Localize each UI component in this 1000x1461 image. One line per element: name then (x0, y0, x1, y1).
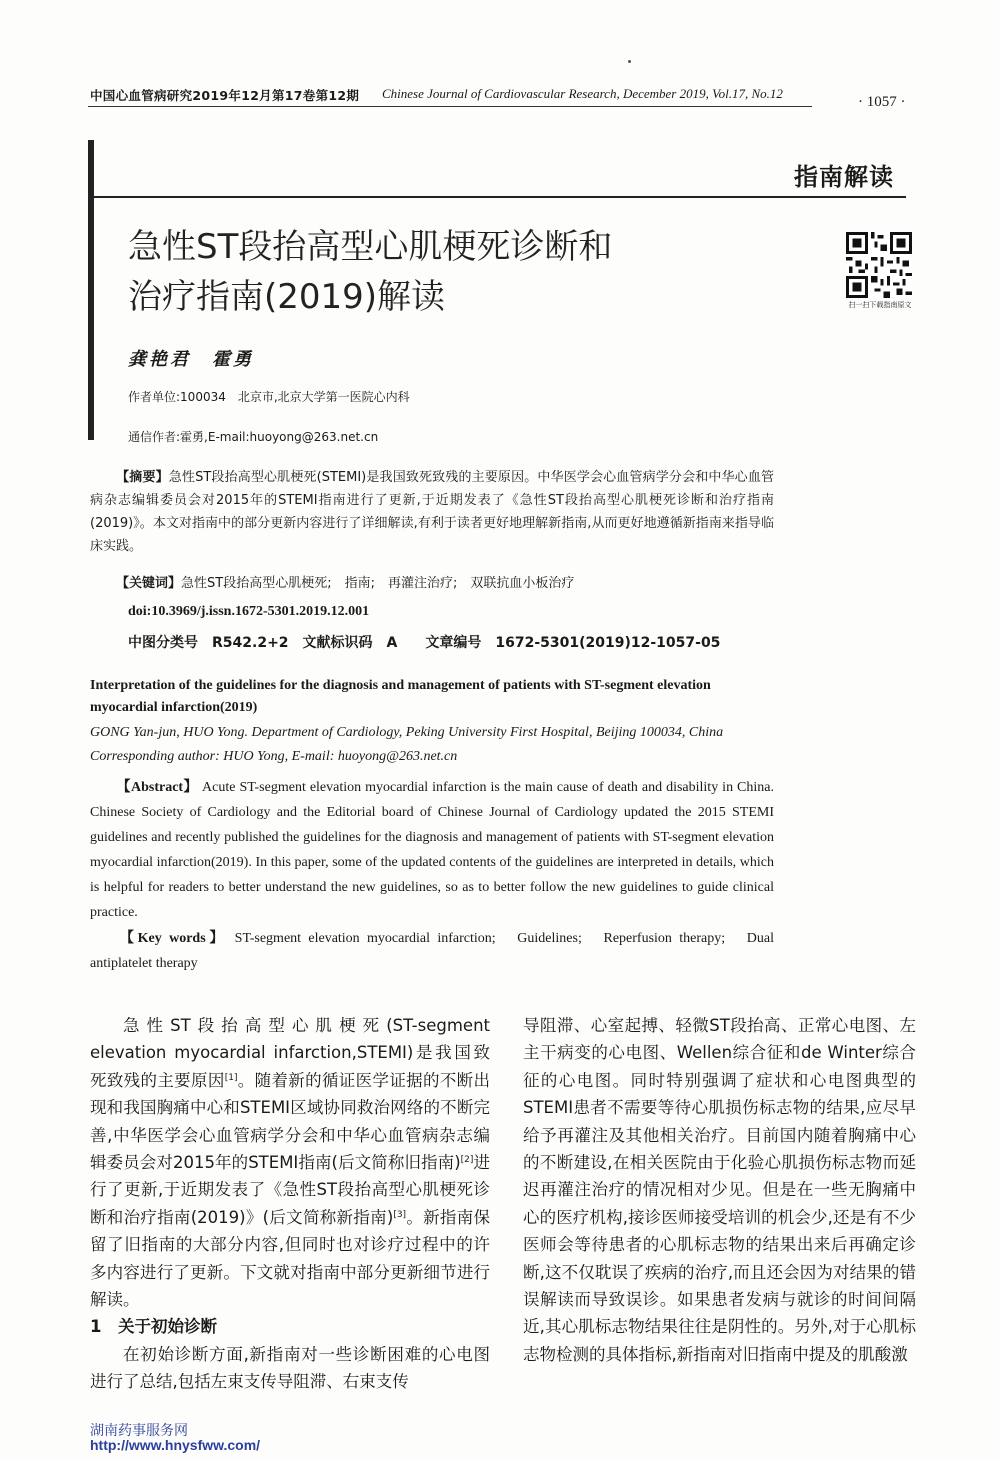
header-rule (88, 106, 812, 107)
keywords-label-en: 【Key words】 (116, 931, 228, 946)
section-heading: 1 关于初始诊断 (90, 1317, 217, 1337)
watermark-url[interactable]: http://www.hnysfww.com/ (90, 1437, 261, 1453)
english-keywords (90, 926, 774, 976)
keywords-cn (116, 572, 574, 591)
body-text: 进行了更新,于近期发表了《急性ST段抬高型心肌梗死诊断和治疗指南(2019)》(后文简称新指南) (90, 1153, 490, 1227)
english-corresponding: Corresponding author: HUO Yong, E-mail: huoyong@263.net.cn (90, 749, 458, 764)
reference-marker[interactable]: [1] (224, 1072, 238, 1083)
body-column-left (90, 1012, 490, 1396)
journal-name-cn: 中国心血管病研究2019年12月第17卷第12期 (90, 88, 360, 103)
body-text: 。新指南保留了旧指南的大部分内容,但同时也对诊疗过程中的许多内容进行了更新。下文就对指南中部分更新细节进行解读。 (90, 1207, 490, 1310)
body-paragraph: 导阻滞、心室起搏、轻微ST段抬高、正常心电图、左主干病变的心电图、Wellen综合征和de Winter综合征的心电图。同时特别强调了症状和心电图典型的STEMI患者不需要等待心肌损伤标志物的结果,应尽早给予再灌注及其他相关治疗。目前国内随着胸痛中心的不断建设,在相关医院由于化验心肌损伤标志物而延迟再灌注治疗的情况相对少见。但是在一些无胸痛中心的医疗机构,接诊医师接受培训的机会少,还是有不少医师会等待患者的心肌标志物的结果出来后再确定诊断,这不仅耽误了疾病的治疗,而且还会因为对结果的错误解读而导致误诊。如果患者发病与就诊的时间间隔近,其心肌标志物结果往往是阴性的。另外,对于心肌标志物检测的具体指标,新指南对旧指南中提及的肌酸激 (523, 1016, 916, 1364)
body-text: 。随着新的循证医学证据的不断出现和我国胸痛中心和STEMI区域协同救治网络的不断完善,中华医学会心血管病学分会和中华心血管病杂志编辑委员会对2015年的STEMI指南(后文简称旧指南) (90, 1070, 491, 1173)
article-title (128, 222, 748, 322)
page-number: · 1057 · (858, 94, 906, 110)
abstract-text-en: Acute ST-segment elevation myocardial infarction is the main cause of death and disability in China. Chinese Society of Cardiology and the Editorial board of Chinese Journal of Cardiology updated the 2015 STEMI guidelines and recently published the guidelines for the diagnosis and management of patients with ST-segment elevation myocardial infarction(2019). In this paper, some of the updated contents of the guidelines are interpreted in details, which is helpful for readers to better understand the new guidelines, so as to better follow the new guidelines to guide clinical practice. (90, 780, 775, 920)
body-column-right (523, 1012, 916, 1368)
body-paragraph (90, 1012, 490, 1313)
correspondence: 通信作者:霍勇,E-mail:huoyong@263.net.cn (128, 430, 379, 444)
title-line-1: 急性ST段抬高型心肌梗死诊断和 (128, 227, 613, 267)
body-paragraph: 在初始诊断方面,新指南对一些诊断困难的心电图进行了总结,包括左束支传导阻滞、右束支传 (90, 1344, 490, 1392)
affiliation: 作者单位:100034 北京市,北京大学第一医院心内科 (128, 390, 410, 404)
doi: doi:10.3969/j.issn.1672-5301.2019.12.001 (128, 604, 370, 619)
abstract-cn (90, 466, 774, 558)
abstract-label-en: 【Abstract】 (116, 780, 199, 795)
qr-code-icon[interactable] (846, 232, 912, 298)
section-tag: 指南解读 (794, 163, 894, 191)
abstract-text-cn: 急性ST段抬高型心肌梗死(STEMI)是我国致死致残的主要原因。中华医学会心血管病学分会和中华心血管病杂志编辑委员会对2015年的STEMI指南进行了更新,于近期发表了《急性ST段抬高型心肌梗死诊断和治疗指南(2019)》。本文对指南中的部分更新内容进行了详细解读,有利于读者更好地理解新指南,从而更好地遵循新指南来指导临床实践。 (90, 470, 774, 554)
english-abstract (90, 775, 774, 925)
english-title: Interpretation of the guidelines for the diagnosis and management of patients with ST-segment elevation myocardial infarction(2019) (90, 678, 711, 715)
english-authors: GONG Yan-jun, HUO Yong. Department of Cardiology, Peking University First Hospital, Beijing 100034, China (90, 725, 724, 740)
authors: 龚艳君 霍勇 (128, 349, 254, 370)
reference-marker[interactable]: [3] (393, 1209, 407, 1220)
scan-speck (628, 60, 631, 63)
classification-codes: 中图分类号 R542.2+2 文献标识码 A 文章编号 1672-5301(2019)12-1057-05 (128, 635, 721, 651)
title-line-2: 治疗指南(2019)解读 (128, 277, 446, 317)
section-rule (94, 196, 906, 198)
keywords-label-cn: 【关键词】 (116, 576, 182, 591)
body-text: 急性ST段抬高型心肌梗死(ST-segment elevation myocardial infarction,STEMI)是我国致死致残的主要原因 (90, 1016, 490, 1090)
watermark-site-name: 湖南药事服务网 (90, 1423, 188, 1439)
abstract-label-cn: 【摘要】 (116, 470, 169, 485)
keywords-text-en: ST-segment elevation myocardial infarction; Guidelines; Reperfusion therapy; Dual antiplatelet therapy (90, 931, 775, 971)
qr-caption: 扫一扫下载指南原文 (848, 301, 912, 309)
reference-marker[interactable]: [2] (460, 1155, 474, 1166)
journal-name-en: Chinese Journal of Cardiovascular Research, December 2019, Vol.17, No.12 (382, 86, 783, 101)
title-side-bar (88, 140, 94, 440)
keywords-text-cn: 急性ST段抬高型心肌梗死; 指南; 再灌注治疗; 双联抗血小板治疗 (181, 576, 575, 591)
